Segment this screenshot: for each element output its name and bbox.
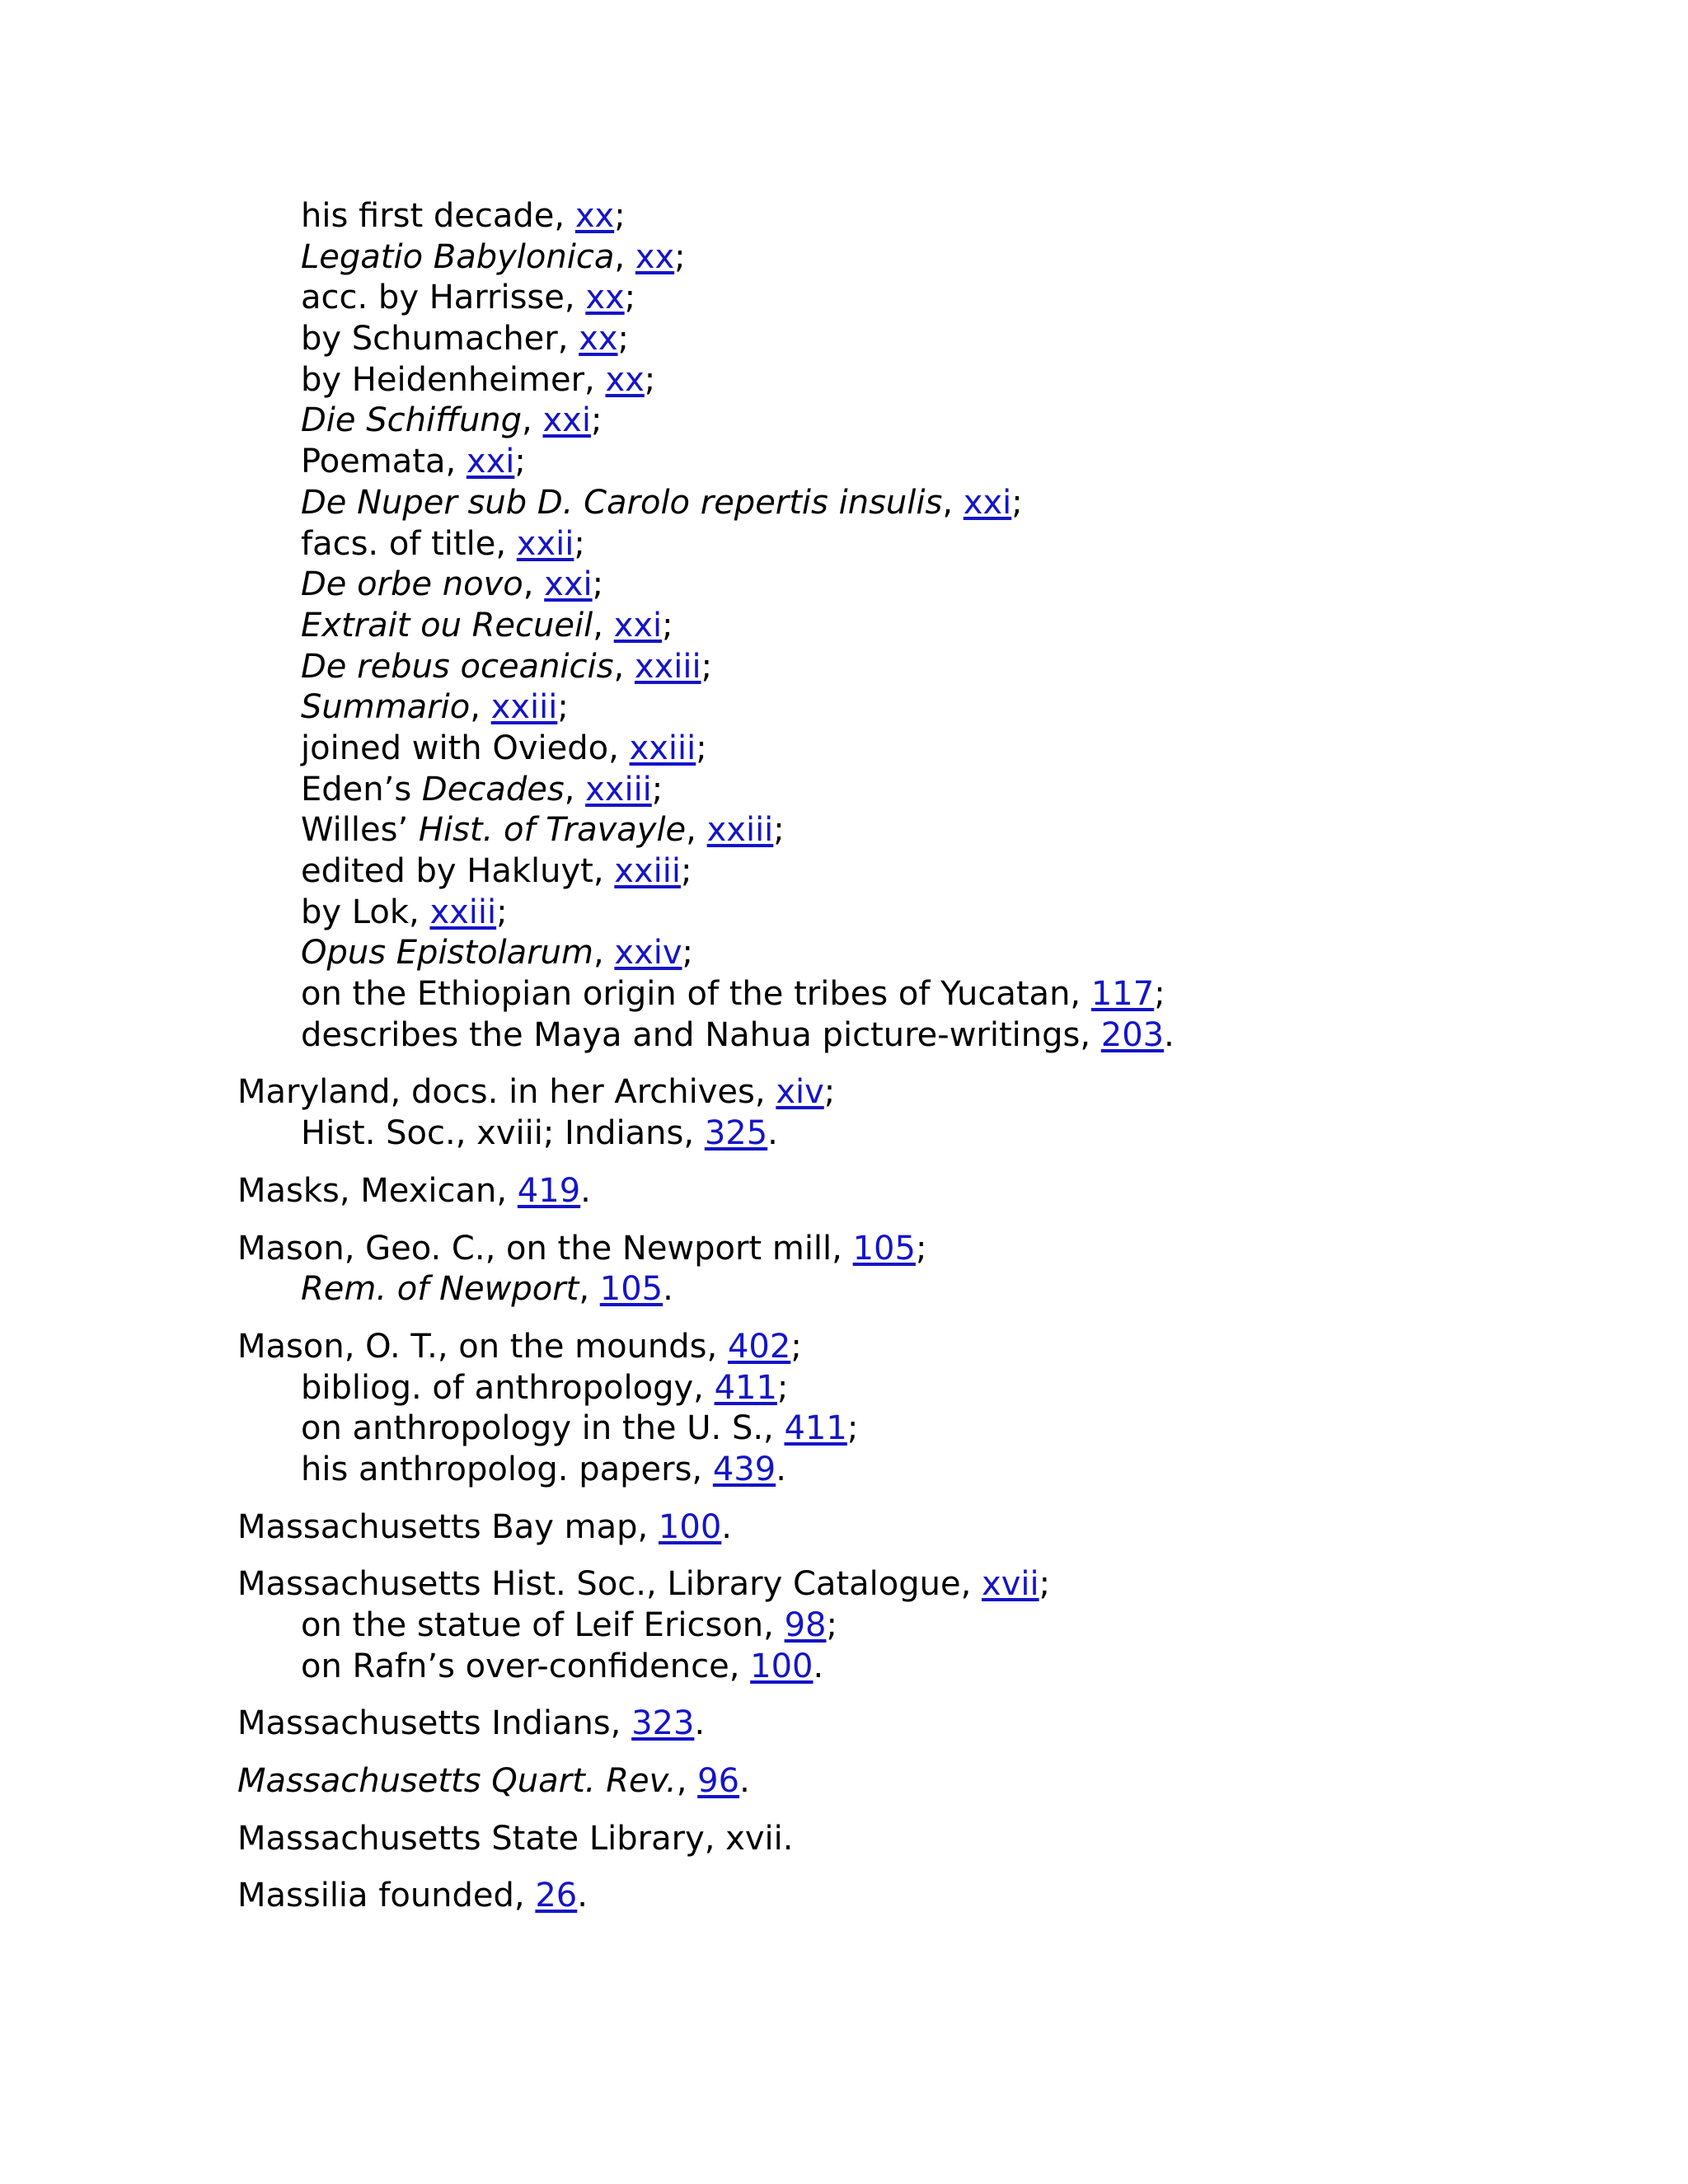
entry-text: ; xyxy=(592,565,604,604)
entry-text: . xyxy=(721,1507,732,1546)
entry-text: Massachusetts Indians, xyxy=(237,1704,632,1743)
entry-text: bibliog. of anthropology, xyxy=(301,1368,715,1407)
index-subentry-line xyxy=(237,1605,1639,1647)
entry-text: by Schumacher, xyxy=(301,320,579,359)
index-subentry-line xyxy=(237,196,1639,237)
entry-text: . xyxy=(739,1762,750,1801)
index-subentry-line xyxy=(237,237,1639,279)
entry-text: ; xyxy=(846,1409,859,1448)
page-reference-link[interactable]: xxii xyxy=(516,524,574,563)
entry-text: ; xyxy=(682,934,694,972)
entry-text: Massachusetts Hist. Soc., Library Catalogue, xyxy=(237,1565,982,1604)
page-reference-link[interactable]: xxiii xyxy=(429,893,497,931)
index-heading-line xyxy=(237,1876,1639,1917)
entry-text: , xyxy=(676,1762,698,1801)
italic-title-text: Die Schiffung xyxy=(301,401,523,440)
page-reference-link[interactable]: xxi xyxy=(542,401,591,440)
index-subentry-line xyxy=(237,729,1639,770)
entry-text: his first decade, xyxy=(301,197,575,235)
index-subentry-line xyxy=(237,278,1639,319)
index-subentry-line xyxy=(237,565,1639,606)
entry-text: , xyxy=(470,688,491,727)
index-heading-line xyxy=(237,1819,1639,1860)
index-entry xyxy=(237,1761,1639,1802)
entry-text: ; xyxy=(644,360,656,399)
italic-title-text: Extrait ou Recueil xyxy=(301,606,593,644)
italic-title-text: De rebus oceanicis xyxy=(301,647,614,686)
page-reference-link[interactable]: xxiv xyxy=(614,934,682,972)
index-subentry-line xyxy=(237,360,1639,401)
index-subentry-line xyxy=(237,442,1639,483)
italic-title-text: Massachusetts Quart. Rev. xyxy=(237,1762,677,1801)
index-subentry-line xyxy=(237,1408,1639,1450)
entry-text: on the statue of Leif Ericson, xyxy=(301,1606,785,1644)
index-subentry-line xyxy=(237,483,1639,524)
italic-title-text: Hist. of Travayle xyxy=(418,811,687,850)
entry-text: ; xyxy=(701,647,713,686)
entry-text: Mason, Geo. C., on the Newport mill, xyxy=(237,1229,853,1268)
page-reference-link[interactable]: xx xyxy=(585,279,625,317)
entry-text: . xyxy=(767,1114,778,1153)
entry-text: ; xyxy=(617,320,629,359)
page-reference-link[interactable]: 105 xyxy=(852,1229,916,1268)
index-subentry-line xyxy=(237,893,1639,934)
entry-text: describes the Maya and Nahua picture-writings, xyxy=(301,1015,1101,1054)
entry-text: , xyxy=(579,1270,600,1309)
entry-text: Hist. Soc., xviii; Indians, xyxy=(301,1114,705,1153)
entry-text: ; xyxy=(696,729,707,767)
entry-text: ; xyxy=(823,1073,836,1112)
entry-text: , xyxy=(523,565,545,604)
index-subentry-line xyxy=(237,770,1639,811)
page-reference-link[interactable]: xxi xyxy=(466,443,515,481)
entry-text: on the Ethiopian origin of the tribes of Yucatan, xyxy=(301,975,1091,1014)
index-subentry-line xyxy=(237,974,1639,1015)
index-subentry-line xyxy=(237,1015,1639,1057)
page-reference-link[interactable]: xxiii xyxy=(634,647,701,686)
page-reference-link[interactable]: xx xyxy=(579,320,618,359)
entry-text: ; xyxy=(557,688,569,727)
index-subentry-line xyxy=(237,606,1639,647)
entry-text: by Lok, xyxy=(301,893,430,931)
italic-title-text: Legatio Babylonica xyxy=(301,237,615,276)
page-reference-link[interactable]: xxiii xyxy=(629,729,696,767)
index-subentry-line xyxy=(237,1647,1639,1688)
index-entry xyxy=(237,1819,1639,1860)
index-subentry-line xyxy=(237,1269,1639,1310)
page-reference-link[interactable]: xxiii xyxy=(706,811,774,850)
page-reference-link[interactable]: 411 xyxy=(714,1368,777,1407)
entry-text: on Rafn’s over-confidence, xyxy=(301,1647,751,1685)
index-heading-line xyxy=(237,1229,1639,1270)
entry-text: ; xyxy=(651,770,663,808)
entry-text: . xyxy=(663,1270,673,1309)
index-entry xyxy=(237,1229,1639,1310)
entry-text: Masks, Mexican, xyxy=(237,1171,518,1210)
entry-text: facs. of title, xyxy=(301,524,517,563)
page-reference-link[interactable]: 323 xyxy=(631,1704,695,1743)
entry-text: ; xyxy=(1011,483,1023,522)
italic-title-text: De orbe novo xyxy=(301,565,523,604)
entry-text: . xyxy=(1164,1015,1175,1054)
index-heading-line xyxy=(237,1564,1639,1605)
page-reference-link[interactable]: 419 xyxy=(517,1171,581,1210)
entry-text: ; xyxy=(915,1229,927,1268)
page-reference-link[interactable]: xxi xyxy=(544,565,593,604)
entry-text: ; xyxy=(776,1368,789,1407)
italic-title-text: Rem. of Newport xyxy=(301,1270,579,1309)
index-heading-line xyxy=(237,1507,1639,1549)
page-reference-link[interactable]: xvii xyxy=(982,1565,1039,1604)
page-reference-link[interactable]: xxiii xyxy=(614,852,681,890)
italic-title-text: Opus Epistolarum xyxy=(301,934,593,972)
entry-text: , xyxy=(686,811,707,850)
page-reference-link[interactable]: xx xyxy=(605,360,645,399)
entry-text: ; xyxy=(614,197,626,235)
entry-text: , xyxy=(942,483,964,522)
index-heading-line xyxy=(237,1761,1639,1802)
entry-text: joined with Oviedo, xyxy=(301,729,630,767)
italic-title-text: Decades xyxy=(421,770,565,808)
index-entry xyxy=(237,1327,1639,1491)
page-reference-link[interactable]: 203 xyxy=(1100,1015,1165,1054)
entry-text: ; xyxy=(514,443,526,481)
entry-text: acc. by Harrisse, xyxy=(301,279,586,317)
page-reference-link[interactable]: 26 xyxy=(535,1877,578,1915)
index-heading-line xyxy=(237,1327,1639,1368)
page-reference-link[interactable]: xx xyxy=(635,237,675,276)
entry-text: ; xyxy=(680,852,692,890)
entry-text: , xyxy=(593,606,614,644)
entry-text: edited by Hakluyt, xyxy=(301,852,615,890)
page-reference-link[interactable]: 98 xyxy=(784,1606,827,1644)
italic-title-text: Summario xyxy=(301,688,471,727)
page-reference-link[interactable]: 411 xyxy=(784,1409,847,1448)
index-subentry-line xyxy=(237,319,1639,360)
entry-text: ; xyxy=(662,606,673,644)
entry-text: on anthropology in the U. S., xyxy=(301,1409,785,1448)
index-subentry-line xyxy=(237,401,1639,442)
entry-text: ; xyxy=(590,401,603,440)
entry-text: Willes’ xyxy=(301,811,419,850)
page-reference-link[interactable]: xxi xyxy=(963,483,1012,522)
entry-text: ; xyxy=(574,524,585,563)
page-reference-link[interactable]: xx xyxy=(574,197,615,235)
entry-text: ; xyxy=(790,1327,802,1366)
page-reference-link[interactable]: 439 xyxy=(712,1450,776,1488)
entry-text: Massilia founded, xyxy=(237,1877,536,1915)
index-entry xyxy=(237,1876,1639,1917)
entry-text: by Heidenheimer, xyxy=(301,360,606,399)
index-entry xyxy=(237,1171,1639,1212)
page-reference-link[interactable]: 402 xyxy=(727,1327,791,1366)
page-reference-link[interactable]: 105 xyxy=(599,1270,663,1309)
entry-text: . xyxy=(577,1877,588,1915)
entry-text: Eden’s xyxy=(301,770,422,808)
entry-text: . xyxy=(580,1171,591,1210)
entry-text: ; xyxy=(826,1606,837,1644)
entry-text: his anthropolog. papers, xyxy=(301,1450,713,1488)
page-reference-link[interactable]: xiv xyxy=(776,1073,824,1112)
entry-text: Maryland, docs. in her Archives, xyxy=(237,1073,776,1112)
entry-text: . xyxy=(776,1450,786,1488)
entry-text: Mason, O. T., on the mounds, xyxy=(237,1327,728,1366)
italic-title-text: De Nuper sub D. Carolo repertis insulis xyxy=(301,483,943,522)
page-reference-link[interactable]: 96 xyxy=(697,1762,740,1801)
index-heading-line xyxy=(237,1072,1639,1113)
index-subentry-line xyxy=(237,647,1639,688)
entry-text: , xyxy=(614,237,635,276)
page-reference-link[interactable]: xxiii xyxy=(585,770,652,808)
page-reference-link[interactable]: 117 xyxy=(1090,975,1155,1014)
entry-text: Poemata, xyxy=(301,443,467,481)
index-entry xyxy=(237,1507,1639,1549)
page-reference-link[interactable]: 100 xyxy=(750,1647,814,1685)
index-subentry-line xyxy=(237,1450,1639,1491)
index-subentry-line xyxy=(237,1368,1639,1409)
entry-text: , xyxy=(522,401,543,440)
index-entry xyxy=(237,1072,1639,1154)
index-subentry-line xyxy=(237,810,1639,851)
entry-text: ; xyxy=(496,893,508,931)
index-subentry-line xyxy=(237,851,1639,893)
index-subentry-line xyxy=(237,933,1639,974)
page-reference-link[interactable]: 100 xyxy=(658,1507,722,1546)
index-subentry-line xyxy=(237,524,1639,565)
page-reference-link[interactable]: xxiii xyxy=(490,688,558,727)
index-heading-line xyxy=(237,1171,1639,1212)
entry-text: ; xyxy=(674,237,686,276)
entry-text: , xyxy=(613,647,635,686)
entry-text: ; xyxy=(1154,975,1165,1014)
entry-text: , xyxy=(593,934,615,972)
entry-text: ; xyxy=(624,279,636,317)
entry-text: . xyxy=(813,1647,824,1685)
index-entry xyxy=(237,196,1639,1056)
index-page xyxy=(237,196,1639,1933)
index-subentry-line xyxy=(237,1113,1639,1155)
index-entry xyxy=(237,1564,1639,1687)
entry-text: . xyxy=(694,1704,706,1743)
entry-text: , xyxy=(564,770,586,808)
entry-text: Massachusetts State Library, xvii. xyxy=(237,1819,794,1858)
entry-text: ; xyxy=(773,811,785,850)
entry-text: ; xyxy=(1039,1565,1051,1604)
index-entry xyxy=(237,1704,1639,1745)
page-reference-link[interactable]: 325 xyxy=(704,1114,768,1153)
entry-text: Massachusetts Bay map, xyxy=(237,1507,659,1546)
page-reference-link[interactable]: xxi xyxy=(613,606,663,644)
index-heading-line xyxy=(237,1704,1639,1745)
index-subentry-line xyxy=(237,687,1639,729)
